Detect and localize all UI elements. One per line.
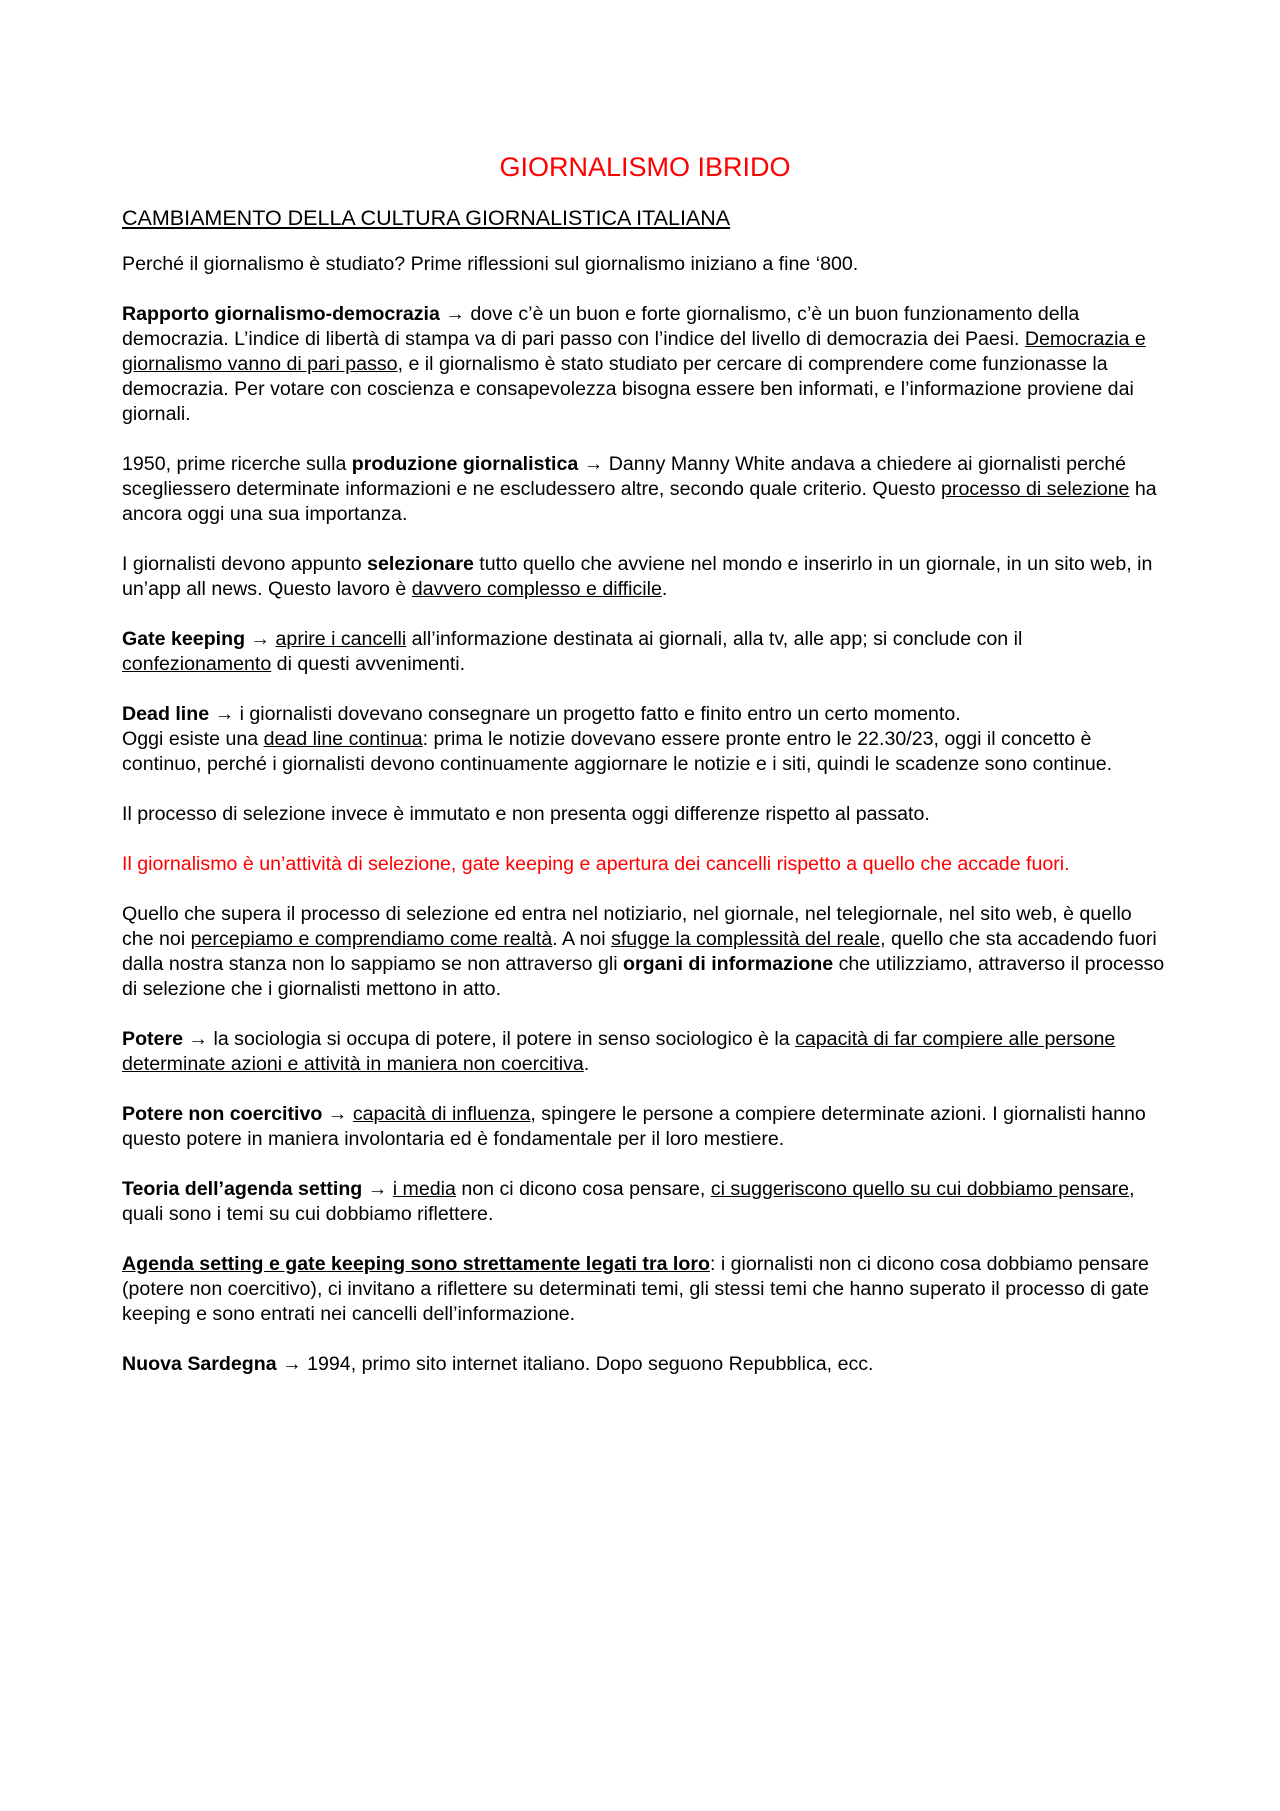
text-run: , quali sono i temi su cui dobbiamo riflettere. [122, 1178, 1135, 1225]
text-run: → [245, 628, 276, 650]
text-run: → [322, 1103, 353, 1125]
bold-term: Potere [122, 1028, 183, 1050]
text-run: 1950, prime ricerche sulla [122, 453, 352, 475]
paragraph [122, 802, 1168, 827]
text-run: Il processo di selezione invece è immutato e non presenta oggi differenze rispetto al passato. [122, 803, 930, 825]
document-body [122, 252, 1168, 1377]
bold-term: Rapporto giornalismo-democrazia [122, 303, 440, 325]
document-subtitle: CAMBIAMENTO DELLA CULTURA GIORNALISTICA ITALIANA [122, 206, 731, 230]
underlined-phrase: davvero complesso e difficile [411, 578, 662, 600]
bold-term: selezionare [367, 553, 474, 575]
paragraph [122, 627, 1168, 677]
underlined-phrase: dead line continua [263, 728, 423, 750]
text-run: , e il giornalismo è stato studiato per cercare di comprendere come funzionasse la democrazia. Per votare con coscienza e consapevolezza bisogna essere ben informati, e l’informazione proviene dai giornali. [122, 353, 1134, 425]
underlined-phrase: percepiamo e comprendiamo come realtà [190, 928, 553, 950]
paragraph [122, 302, 1168, 427]
paragraph [122, 702, 1168, 777]
paragraph [122, 1352, 1168, 1377]
text-run: : prima le notizie dovevano essere pronte entro le 22.30/23, oggi il concetto è continuo, perché i giornalisti devono continuamente aggiornare le notizie e i siti, quindi le scadenze sono continue. [122, 728, 1113, 775]
text-run: , quello che sta accadendo fuori dalla nostra stanza non lo sappiamo se non attraverso gli [122, 928, 1157, 975]
underlined-phrase: processo di selezione [941, 478, 1130, 500]
bold-term: Potere non coercitivo [122, 1103, 323, 1125]
paragraph [122, 902, 1168, 1002]
paragraph [122, 1102, 1168, 1152]
paragraph [122, 852, 1168, 877]
underlined-phrase: capacità di influenza [352, 1103, 531, 1125]
text-run: Perché il giornalismo è studiato? Prime riflessioni sul giornalismo iniziano a fine ‘800. [122, 253, 859, 275]
text-run: I giornalisti devono appunto [122, 553, 368, 575]
text-run: Il giornalismo è un’attività di selezione, gate keeping e apertura dei cancelli rispetto a quello che accade fuori. [122, 853, 1070, 875]
document-page [122, 150, 1168, 1402]
bold-term: Dead line [122, 703, 210, 725]
text-run: Quello che supera il processo di selezione ed entra nel notiziario, nel giornale, nel telegiornale, nel sito web, è quello che noi [122, 903, 1132, 950]
paragraph [122, 452, 1168, 527]
text-run: di questi avvenimenti. [271, 653, 466, 675]
bold-term: produzione giornalistica [351, 453, 579, 475]
underlined-phrase: ci suggeriscono quello su cui dobbiamo pensare [710, 1178, 1130, 1200]
text-run: → dove c’è un buon e forte giornalismo, c’è un buon funzionamento della democrazia. L’indice di libertà di stampa va di pari passo con l’indice del livello di democrazia dei Paesi. [122, 303, 1080, 350]
text-run: . A noi [552, 928, 612, 950]
text-run: → Danny Manny White andava a chiedere ai giornalisti perché scegliessero determinate informazioni e ne escludessero altre, secondo quale criterio. Questo [122, 453, 1127, 500]
underlined-phrase: sfugge la complessità del reale [611, 928, 881, 950]
underlined-phrase: Democrazia e giornalismo vanno di pari passo [122, 328, 1146, 375]
text-run: tutto quello che avviene nel mondo e inserirlo in un giornale, in un sito web, in un’app all news. Questo lavoro è [122, 553, 1153, 600]
paragraph [122, 1252, 1168, 1327]
paragraph [122, 552, 1168, 602]
text-run: → 1994, primo sito internet italiano. Dopo seguono Repubblica, ecc. [276, 1353, 874, 1375]
text-run: → i giornalisti dovevano consegnare un progetto fatto e finito entro un certo momento. [209, 703, 961, 725]
underlined-phrase: aprire i cancelli [275, 628, 407, 650]
text-run: non ci dicono cosa pensare, [455, 1178, 711, 1200]
paragraph [122, 1027, 1168, 1077]
underlined-phrase: i media [392, 1178, 456, 1200]
text-run: che utilizziamo, attraverso il processo di selezione che i giornalisti mettono in atto. [122, 953, 1165, 1000]
text-run: → [362, 1178, 393, 1200]
text-run: . [661, 578, 668, 600]
text-run: all’informazione destinata ai giornali, alla tv, alle app; si conclude con il [406, 628, 1023, 650]
bold-term: Teoria dell’agenda setting [122, 1178, 363, 1200]
document-title: GIORNALISMO IBRIDO [499, 152, 791, 182]
text-run: . [583, 1053, 590, 1075]
text-run: ha ancora oggi una sua importanza. [122, 478, 1157, 525]
text-run: : i giornalisti non ci dicono cosa dobbiamo pensare (potere non coercitivo), ci invitano a riflettere su determinati temi, gli stessi temi che hanno superato il processo di gate keeping e sono entrati nei cancelli dell’informazione. [122, 1253, 1149, 1325]
underlined-phrase: capacità di far compiere alle persone determinate azioni e attività in maniera non coercitiva [122, 1028, 1116, 1075]
bold-term: Nuova Sardegna [122, 1353, 277, 1375]
text-run: Oggi esiste una [122, 728, 264, 750]
text-run: , spingere le persone a compiere determinate azioni. I giornalisti hanno questo potere in maniera involontaria ed è fondamentale per il loro mestiere. [122, 1103, 1146, 1150]
text-run: → la sociologia si occupa di potere, il potere in senso sociologico è la [182, 1028, 796, 1050]
underlined-phrase: confezionamento [122, 653, 272, 675]
paragraph [122, 1177, 1168, 1227]
bold-term: Gate keeping [122, 628, 246, 650]
bold-term: organi di informazione [623, 953, 834, 975]
bold-underlined-term: Agenda setting e gate keeping sono strettamente legati tra loro [122, 1253, 710, 1275]
paragraph [122, 252, 1168, 277]
